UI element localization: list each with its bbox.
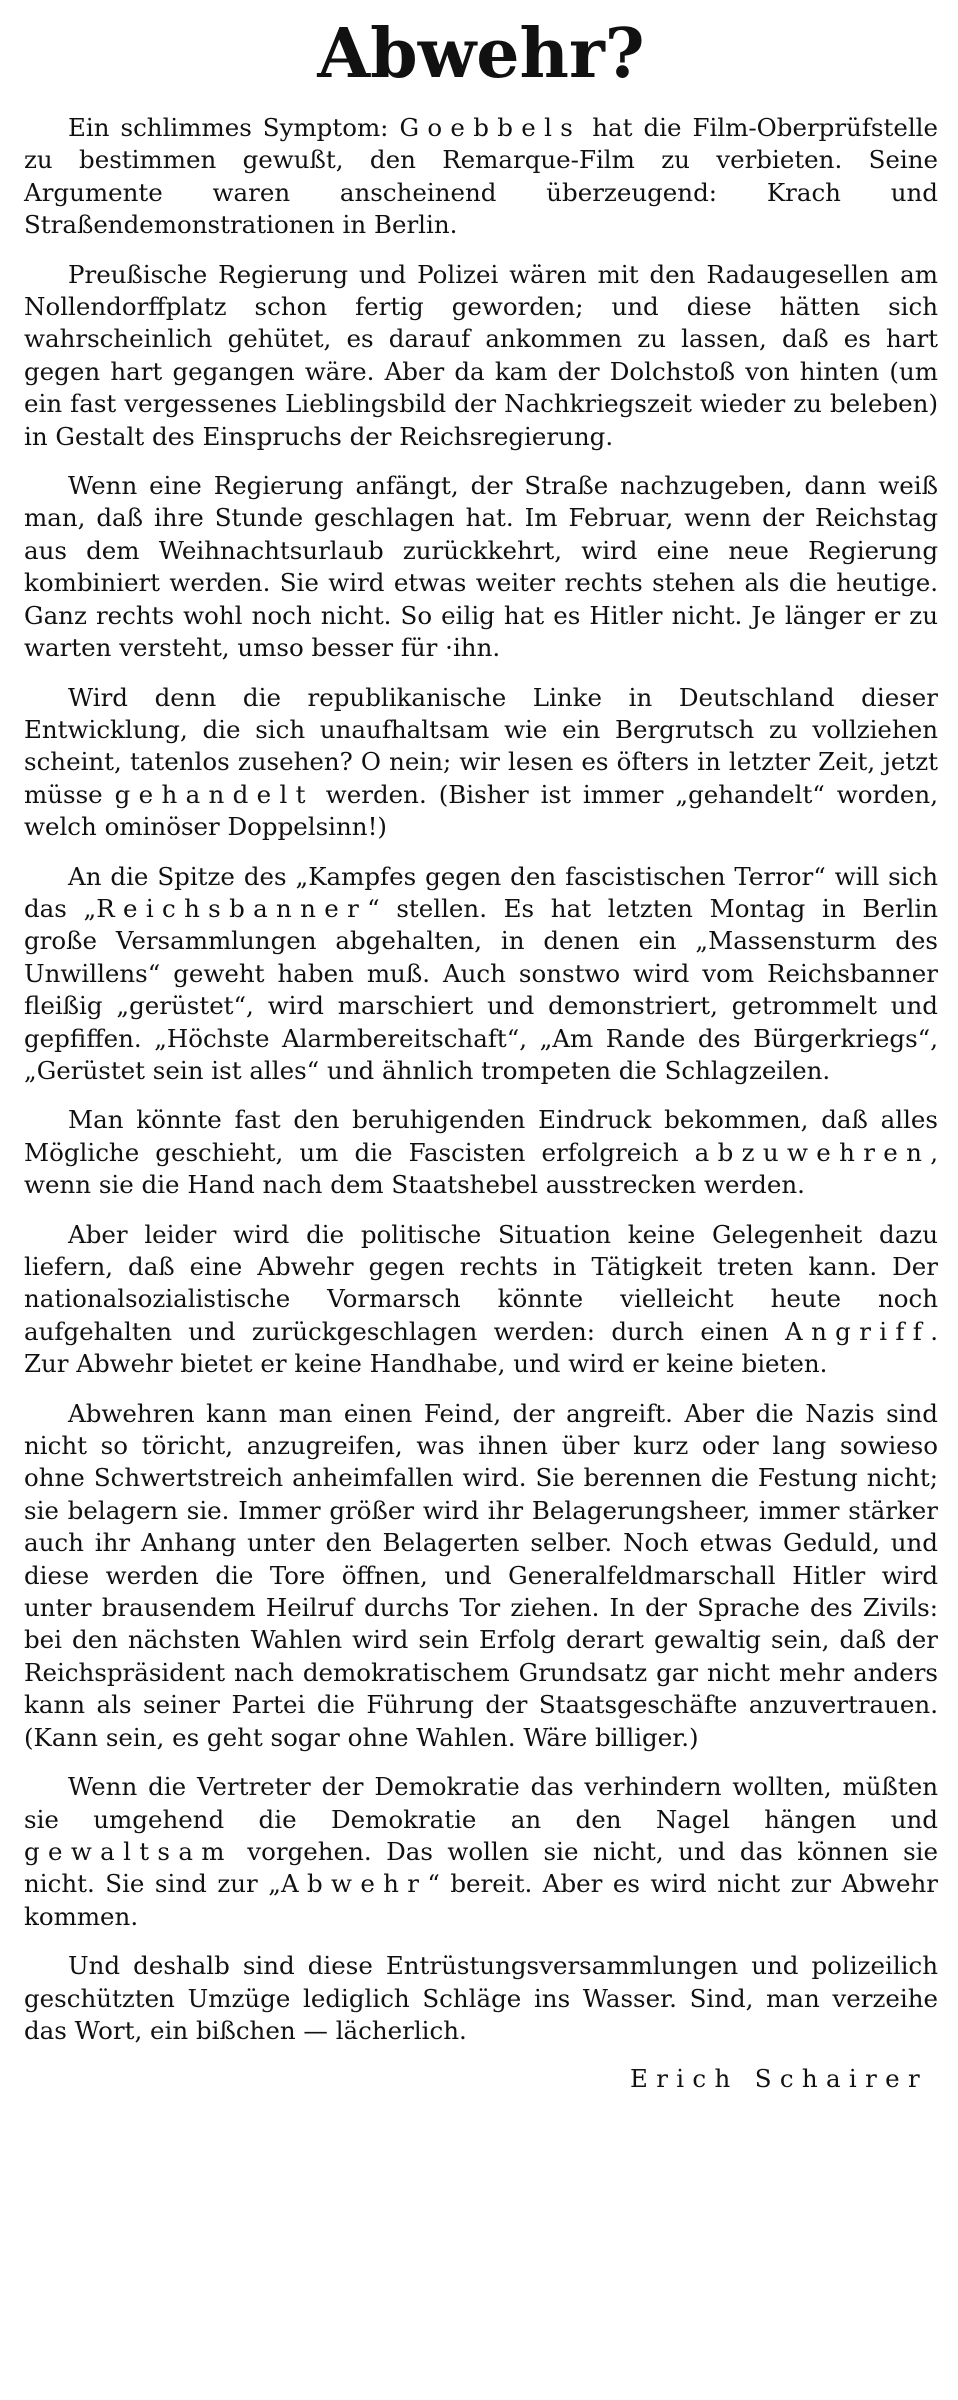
spaced-emphasis: gehandelt [114,779,314,809]
text-run: , wenn sie die Hand nach dem Staatshebel ausstrecken werden. [24,1137,938,1200]
article-paragraph [24,1950,938,2047]
article-body [24,112,938,2047]
text-run: An die Spitze des „Kampfes gegen den fascistischen Terror“ will sich das „ [24,861,938,923]
text-run: Abwehren kann man einen Feind, der angreift. Aber die Nazis sind nicht so töricht, anzugreifen, was ihnen über kurz oder lang sowieso ohne Schwertstreich anheimfallen wird. Sie berennen die Festung nicht; sie belagern sie. Immer größer wird ihr Belagerungsheer, immer stärker auch ihr Anhang unter den Belagerten selber. Noch etwas Geduld, und diese werden die Tore öffnen, und Generalfeldmarschall Hitler wird unter brausendem Heilruf durchs Tor ziehen. In der Sprache des Zivils: bei den nächsten Wahlen wird sein Erfolg derart gewaltig sein, daß der Reichspräsident nach demokratischem Grundsatz gar nicht mehr anders kann als seiner Partei die Führung der Staatsgeschäfte anzuvertrauen. (Kann sein, es geht sogar ohne Wahlen. Wäre billiger.) [24,1398,938,1752]
article-paragraph [24,861,938,1088]
text-run: . Zur Abwehr bietet er keine Handhabe, und wird er keine bieten. [24,1316,938,1379]
author-signature: Erich Schairer [630,2064,928,2094]
text-run: Wenn eine Regierung anfängt, der Straße nachzugeben, dann weiß man, daß ihre Stunde geschlagen hat. Im Februar, wenn der Reichstag aus dem Weihnachtsurlaub zurückkehrt, wird eine neue Regierung kombiniert werden. Sie wird etwas weiter rechts stehen als die heutige. Ganz rechts wohl noch nicht. So eilig hat es Hitler nicht. Je länger er zu warten versteht, umso besser für ·ihn. [24,471,938,663]
text-run: Und deshalb sind diese Entrüstungsversammlungen und polizeilich geschützten Umzüge lediglich Schläge ins Wasser. Sind, man verzeihe das Wort, ein bißchen — lächerlich. [24,1951,938,2045]
article-paragraph [24,1219,938,1381]
spaced-emphasis: abzuwehren [694,1137,931,1167]
article-paragraph [24,682,938,844]
article-paragraph [24,259,938,453]
spaced-emphasis: Abwehr [280,1869,428,1899]
spaced-emphasis: Goebbels [399,113,582,142]
text-run: “ bereit. Aber es wird nicht zur Abwehr kommen. [24,1869,939,1931]
text-run: Man könnte fast den beruhigenden Eindruck bekommen, daß alles Mögliche geschieht, um die Fascisten erfolgreich [24,1105,938,1167]
article-paragraph [24,112,938,242]
text-run: hat die Film-Oberprüfstelle zu bestimmen gewußt, den Remarque-Film zu verbieten. Seine Argumente waren anscheinend überzeugend: Krach und Straßendemonstrationen in Berlin. [24,113,938,240]
text-run: werden. (Bisher ist immer „gehandelt“ worden, welch ominöser Doppelsinn!) [24,779,938,842]
text-run: Preußische Regierung und Polizei wären mit den Radaugesellen am Nollendorffplatz schon fertig geworden; und diese hätten sich wahrscheinlich gehütet, es darauf ankommen zu lassen, daß es hart gegen hart gegangen wäre. Aber da kam der Dolchstoß von hinten (um ein fast vergessenes Lieblingsbild der Nachkriegszeit wieder zu beleben) in Gestalt des Einspruchs der Reichsregierung. [24,259,938,451]
text-run: Ein schlimmes Symptom: [68,113,400,142]
article-paragraph [24,1398,938,1754]
article-paragraph [24,470,938,664]
text-run: “ stellen. Es hat letzten Montag in Berlin große Versammlungen abgehalten, in denen ein „Massensturm des Unwillens“ geweht haben muß. Auch sonstwo wird vom Reichsbanner fleißig „gerüstet“, wird marschiert und demonstriert, getrommelt und gepfiffen. „Höchste Alarmbereitschaft“, „Am Rande des Bürgerkriegs“, „Gerüstet sein ist alles“ und ähnlich trompeten die Schlagzeilen. [24,893,938,1085]
text-run: Wird denn die republikanische Linke in Deutschland dieser Entwicklung, die sich unaufhaltsam wie ein Bergrutsch zu vollziehen scheint, tatenlos zusehen? O nein; wir lesen es öfters in letzter Zeit, jetzt müsse [24,682,938,809]
article-paragraph [24,1104,938,1201]
text-run: vorgehen. Das wollen sie nicht, und das können sie nicht. Sie sind zur „ [24,1836,938,1899]
spaced-emphasis: Reichsbanner [96,893,368,923]
text-run: Aber leider wird die politische Situation keine Gelegenheit dazu liefern, daß eine Abwehr gegen rechts in Tätigkeit treten kann. Der nationalsozialistische Vormarsch könnte vielleicht heute noch aufgehalten und zurückgeschlagen werden: durch einen [24,1219,938,1346]
spaced-emphasis: Angriff [785,1316,931,1346]
spaced-emphasis: gewaltsam [24,1836,233,1866]
article-title: Abwehr? [317,14,645,94]
text-run: Wenn die Vertreter der Demokratie das verhindern wollten, müßten sie umgehend die Demokratie an den Nagel hängen und [24,1772,938,1834]
article-paragraph [24,1771,938,1933]
